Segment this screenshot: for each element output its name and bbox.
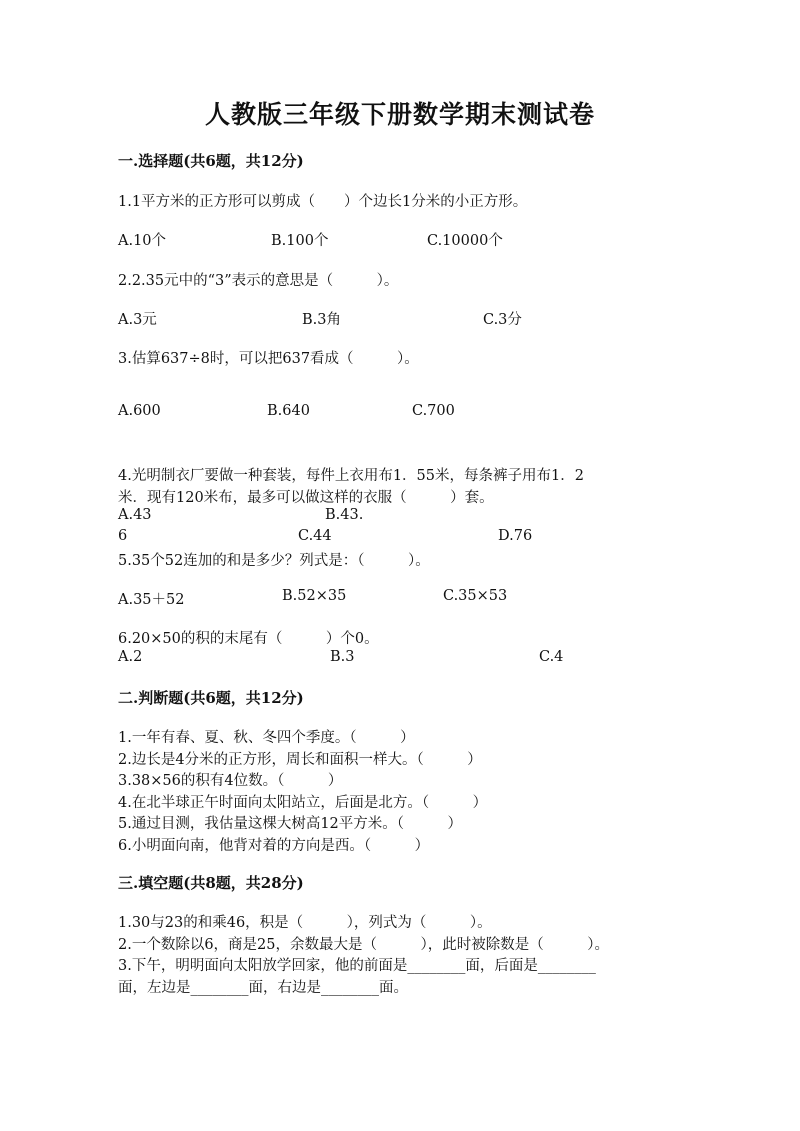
option-a: A.35＋52	[118, 592, 185, 608]
option-d: D.76	[498, 528, 533, 544]
option-c: C.700	[412, 403, 455, 419]
option-b: B.640	[267, 403, 310, 419]
option-a: A.3元	[118, 312, 157, 328]
option-c: C.35×53	[443, 588, 508, 604]
option-b: B.100个	[271, 233, 329, 249]
option-b: B.43.	[325, 507, 364, 523]
question-4-line-2: 米．现有120米布，最多可以做这样的衣服（ ）套。	[118, 490, 494, 506]
fill-item-3-line-1: 3.下午，明明面向太阳放学回家，他的前面是________面，后面是________	[118, 958, 596, 974]
option-b: B.3	[330, 649, 355, 665]
option-b: B.3角	[302, 312, 341, 328]
judge-item-5: 5.通过目测，我估量这棵大树高12平方米。（ ）	[118, 816, 463, 832]
judge-item-1: 1.一年有春、夏、秋、冬四个季度。（ ）	[118, 730, 415, 746]
question-6: 6.20×50的积的末尾有（ ）个0。	[118, 631, 379, 647]
option-b-continued: 6	[118, 528, 128, 544]
fill-item-2: 2.一个数除以6，商是25，余数最大是（ ），此时被除数是（ ）。	[118, 937, 610, 953]
option-c: C.3分	[483, 312, 522, 328]
option-a: A.2	[118, 649, 143, 665]
page-title: 人教版三年级下册数学期末测试卷	[204, 100, 595, 129]
question-1: 1.1平方米的正方形可以剪成（ ）个边长1分米的小正方形。	[118, 194, 528, 210]
question-5: 5.35个52连加的和是多少？列式是：（ ）。	[118, 553, 430, 569]
option-c: C.44	[298, 528, 332, 544]
fill-item-1: 1.30与23的和乘46，积是（ ），列式为（ ）。	[118, 915, 492, 931]
question-2: 2.2.35元中的“3”表示的意思是（ ）。	[118, 273, 399, 289]
judge-item-6: 6.小明面向南，他背对着的方向是西。（ ）	[118, 838, 430, 854]
option-b: B.52×35	[282, 588, 347, 604]
question-3: 3.估算637÷8时，可以把637看成（ ）。	[118, 351, 419, 367]
question-4-line-1: 4.光明制衣厂要做一种套装，每件上衣用布1．55米，每条裤子用布1．2	[118, 468, 584, 484]
section-heading-judge: 二.判断题(共6题，共12分)	[118, 689, 304, 707]
judge-item-2: 2.边长是4分米的正方形，周长和面积一样大。（ ）	[118, 752, 482, 768]
judge-item-3: 3.38×56的积有4位数。（ ）	[118, 773, 343, 789]
option-c: C.10000个	[427, 233, 503, 249]
option-c: C.4	[539, 649, 564, 665]
option-a: A.600	[118, 403, 161, 419]
option-a: A.43	[118, 507, 152, 523]
section-heading-fill: 三.填空题(共8题，共28分)	[118, 874, 304, 892]
fill-item-3-line-2: 面，左边是________面，右边是________面。	[118, 980, 408, 996]
section-heading-choice: 一.选择题(共6题，共12分)	[118, 152, 304, 170]
judge-item-4: 4.在北半球正午时面向太阳站立，后面是北方。（ ）	[118, 795, 488, 811]
option-a: A.10个	[118, 233, 167, 249]
